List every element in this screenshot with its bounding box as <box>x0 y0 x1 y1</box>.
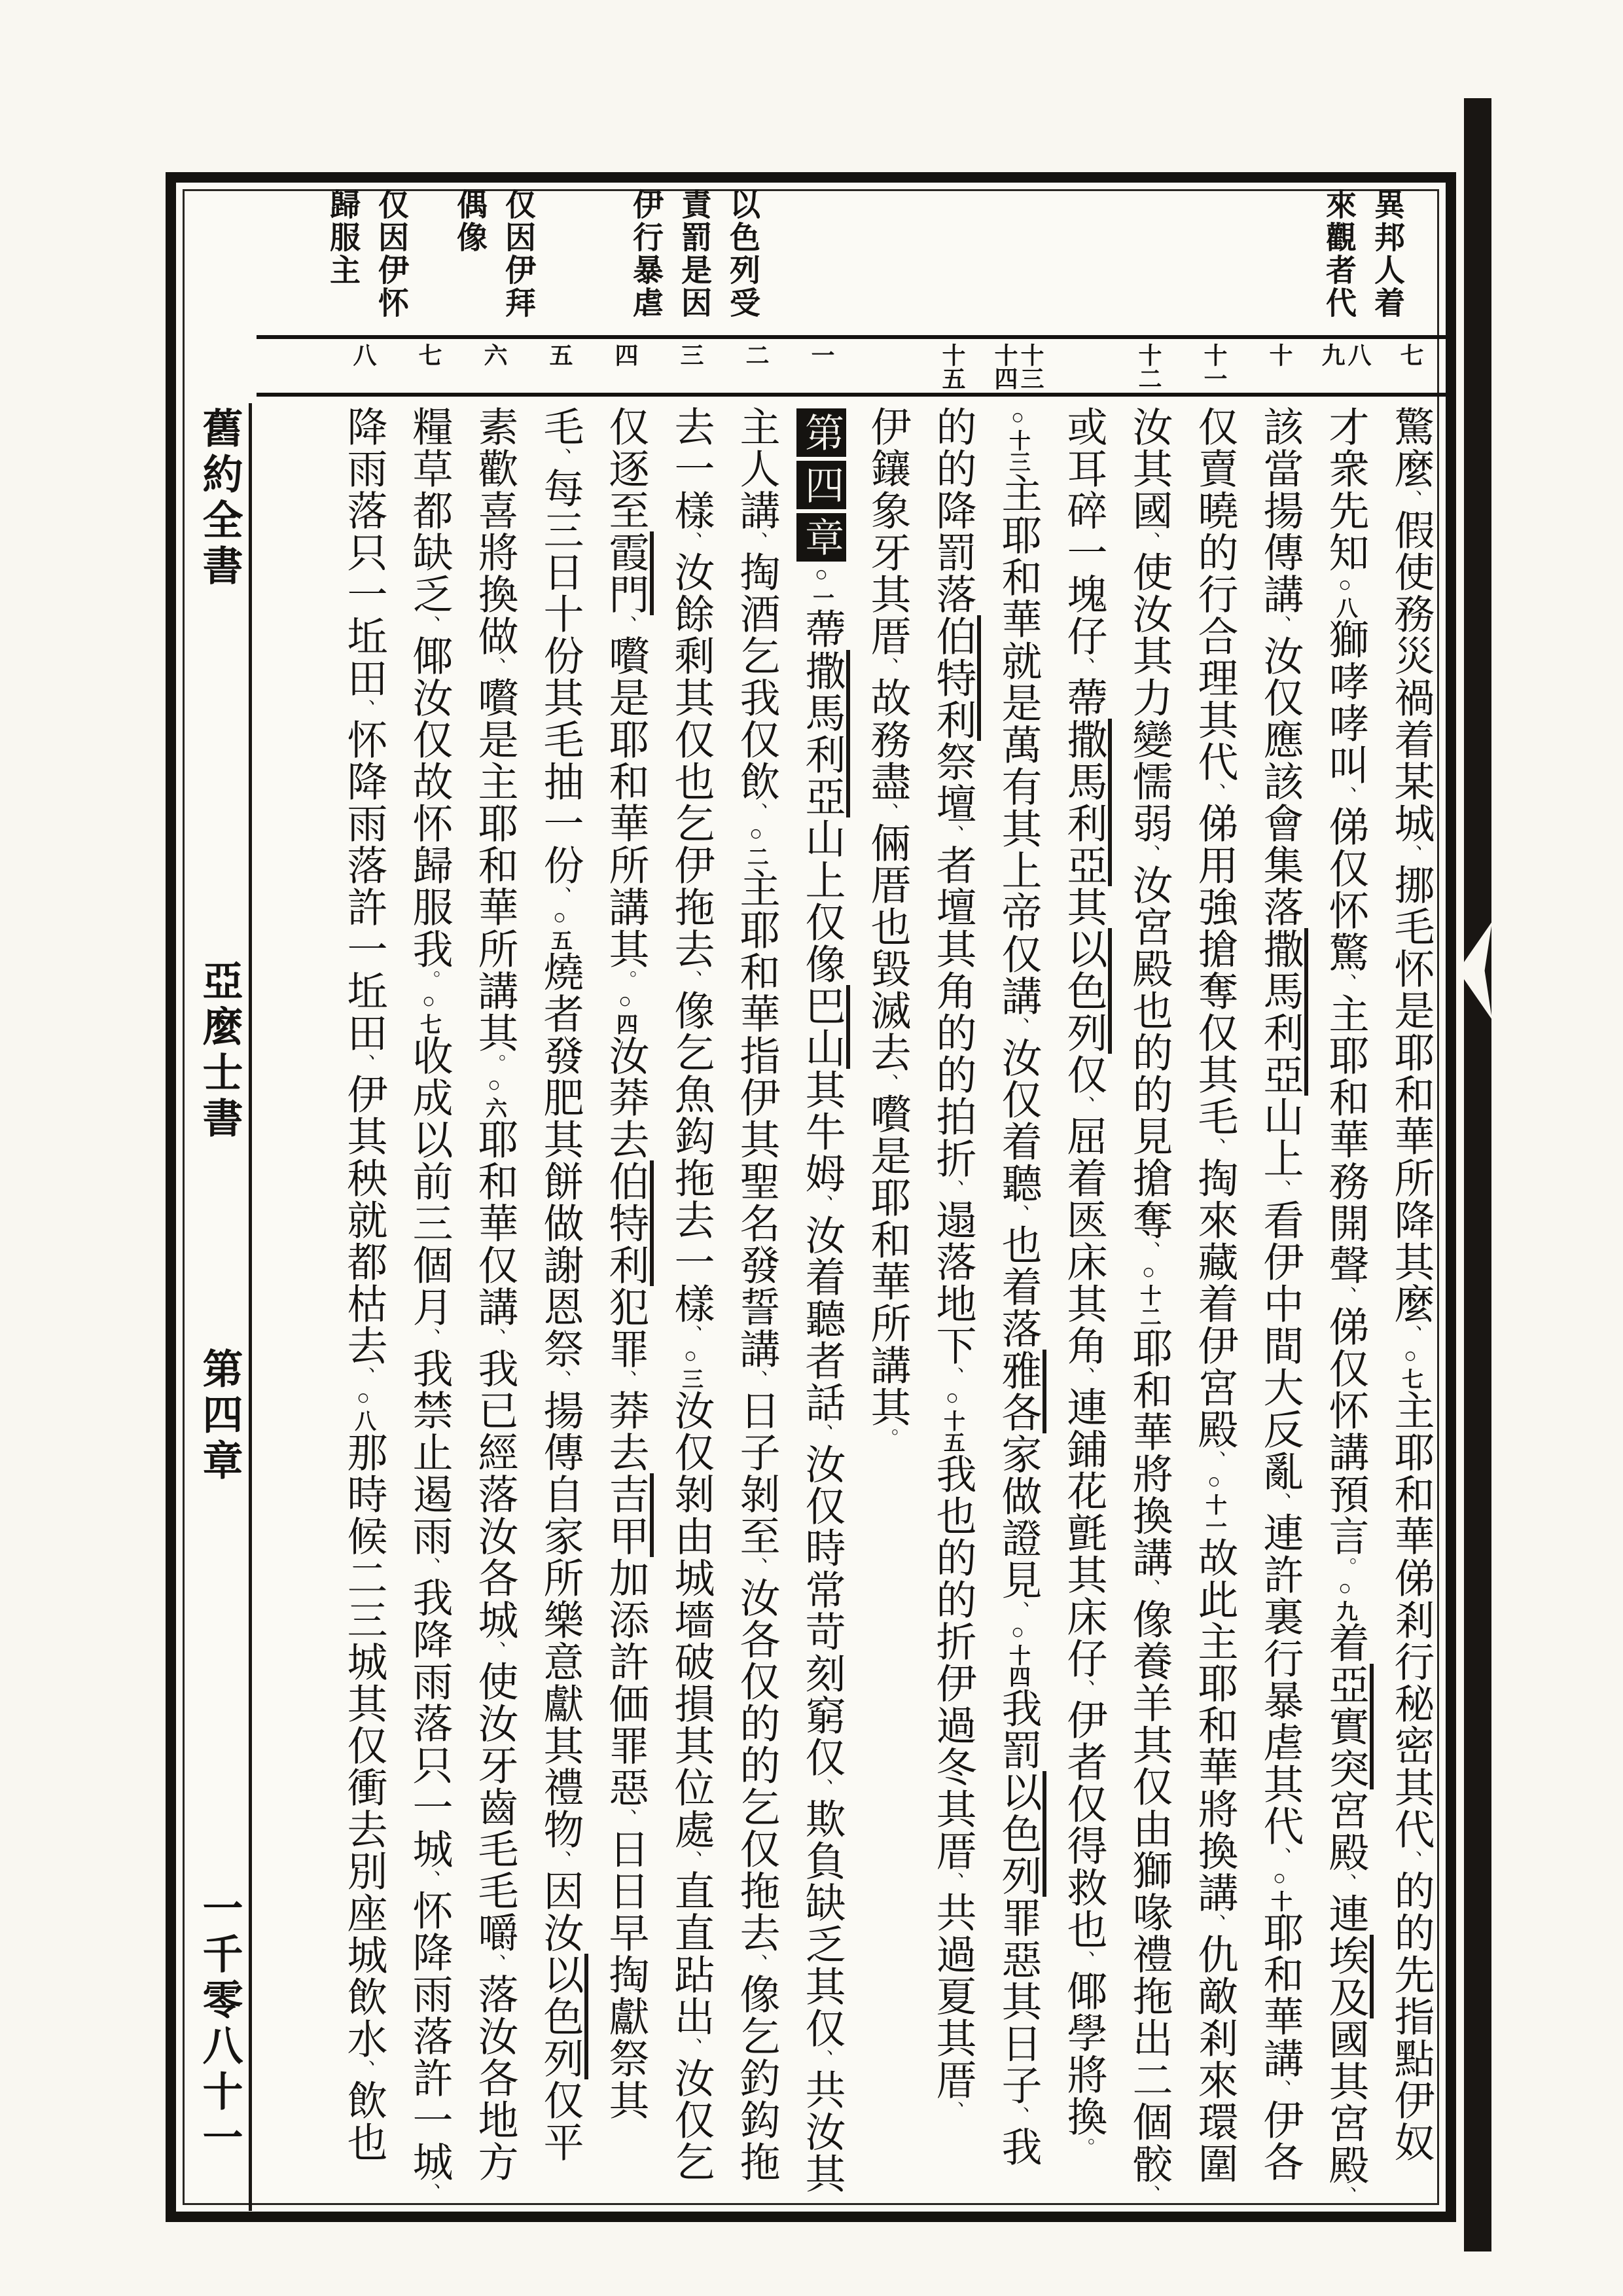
punctuation: 、 <box>811 2049 832 2069</box>
chapter-heading-box: 四 <box>796 461 846 509</box>
punctuation: 、 <box>942 825 963 844</box>
punctuation: 、 <box>549 886 571 906</box>
chapter-heading-box: 第 <box>796 408 846 457</box>
text-column: 仅賣曉的行合理其代、俤用強搶奪仅其毛、掏來藏着伊宮殿、○十一故此主耶和華將換講、仇敵剎來環圍 <box>1192 406 1236 2185</box>
verse-number-cell <box>1181 340 1247 391</box>
page-number: 一千零八十一 <box>196 1886 241 2162</box>
verse-number-cell <box>330 340 396 391</box>
punctuation: 、 <box>615 615 636 635</box>
header-rule-bottom <box>257 393 1450 397</box>
punctuation: 、 <box>418 2183 440 2202</box>
text-column: 才衆先知○八獅哮哮叫、俤仅怀驚、主耶和華務開聲、俤仅怀講預言。○九着亞實突宮殿、連埃及國其宮殿、 <box>1312 406 1378 2207</box>
punctuation: 、 <box>1138 844 1160 864</box>
margin-note-column: 仅因伊拜 <box>501 188 535 319</box>
punctuation: 。 <box>615 970 636 990</box>
proper-name: 以色列 <box>995 1771 1046 1897</box>
punctuation: 、 <box>942 2101 963 2121</box>
punctuation: 、 <box>484 1328 505 1348</box>
punctuation: 、 <box>680 531 702 551</box>
punctuation: 、 <box>353 699 374 719</box>
text-column: ○十三主耶和華就是萬有其上帝仅講、汝仅着聽、也着落雅各家做證見、○十四我罰以色列罪惡其日子、我 <box>985 406 1050 2207</box>
punctuation: 、 <box>1400 844 1421 864</box>
verse-marker: ○十四 <box>1006 1621 1029 1687</box>
punctuation: 、 <box>680 1325 702 1344</box>
punctuation: 、 <box>680 1850 702 1870</box>
verse-marker: ○八 <box>351 1386 375 1431</box>
punctuation: 、 <box>353 2060 374 2079</box>
punctuation: 、 <box>1269 1847 1291 1867</box>
punctuation: 、 <box>615 1808 636 1828</box>
verse-number-label: 四 <box>612 343 638 367</box>
proper-name: 伯特利 <box>930 615 981 741</box>
header-rule-top <box>257 335 1450 339</box>
verse-marker: ○四 <box>613 990 637 1035</box>
verse-marker: ○十三 <box>1006 406 1029 473</box>
verse-number-label: 十五 <box>939 343 965 390</box>
punctuation: 、 <box>353 1367 374 1386</box>
proper-name: 亞實突 <box>1323 1664 1374 1789</box>
punctuation: 、 <box>1007 2106 1029 2126</box>
verse-number-label: 六 <box>481 343 507 367</box>
margin-note <box>1310 188 1407 319</box>
punctuation: 、 <box>1138 1241 1160 1261</box>
punctuation: 、 <box>1073 1679 1094 1699</box>
chapter-label: 第四章 <box>196 1348 241 1485</box>
punctuation: 、 <box>1204 1138 1225 1157</box>
punctuation: 、 <box>1269 1179 1291 1199</box>
punctuation: 、 <box>1334 973 1356 993</box>
verse-number-cell <box>1378 340 1443 391</box>
punctuation: 、 <box>942 1872 963 1892</box>
verse-number-cell <box>1312 340 1378 391</box>
verse-marker: ○五 <box>548 906 571 951</box>
text-column: 降雨落只一坵田、怀降雨落許一坵田、伊其秧就都枯去、○八那時候二三城其仅衝去別座城飲水、飲也 <box>341 406 385 2163</box>
text-column: 驚麼、假使務災禍着某城、挪毛怀是耶和華所降其麼、○七主耶和華俤剎行秘密其代、的的先指點伊奴 <box>1388 406 1433 2163</box>
title-column <box>188 407 249 2207</box>
chapter-heading-box: 章 <box>796 513 846 562</box>
text-column: 仅逐至霞門、嚽是耶和華所講其。○四汝莽去伯特利犯罪、莽去吉甲加添許価罪惡、日日早掏獻祭其 <box>592 406 658 2207</box>
verse-number-cell <box>658 340 723 391</box>
verse-number-label: 八 <box>350 343 376 367</box>
verse-number-label: 十一 <box>1201 343 1227 390</box>
margin-note <box>441 188 538 319</box>
book-title: 舊約全書 <box>196 407 241 590</box>
margin-note-column: 異邦人着 <box>1370 188 1404 319</box>
punctuation: 、 <box>1334 2186 1356 2206</box>
punctuation: 、 <box>1269 615 1291 635</box>
punctuation: 、 <box>549 1850 571 1870</box>
punctuation: 、 <box>418 615 440 635</box>
punctuation: 。 <box>418 970 440 990</box>
text-column: 第四章○一蔕撒馬利亞山上仅像巴山其牛姆、汝着聽者話、汝仅時常苛刻窮仅、欺負缺乏其仅、共汝其 <box>789 406 854 2207</box>
verse-number-label: 五 <box>546 343 573 367</box>
proper-name: 雅各 <box>995 1350 1046 1433</box>
punctuation: 、 <box>418 1557 440 1577</box>
verse-number-label: 二 <box>743 343 769 367</box>
text-column: 的的降罰落伯特利祭壇、者壇其角的的拍折、遢落地下、○十五我也的的折伊過冬其厝、共過夏其厝、 <box>919 406 985 2207</box>
punctuation: 、 <box>615 1370 636 1390</box>
verse-number-label: 十三 十四 <box>991 343 1044 390</box>
punctuation: 、 <box>811 1424 832 1443</box>
title-column-divider <box>249 403 252 2211</box>
margin-note-column: 來觀者代 <box>1321 188 1355 319</box>
punctuation: 、 <box>745 1370 767 1390</box>
verse-marker: ○九 <box>1333 1577 1357 1622</box>
margin-note <box>314 188 411 319</box>
margin-note <box>617 188 762 319</box>
punctuation: 、 <box>1204 1914 1225 1933</box>
verse-marker: ○十二 <box>1137 1261 1160 1327</box>
verse-marker: ○七 <box>417 990 440 1035</box>
punctuation: 、 <box>418 1328 440 1348</box>
punctuation: 、 <box>680 2037 702 2057</box>
proper-name: 吉甲 <box>603 1473 654 1557</box>
punctuation: 、 <box>1334 1286 1356 1306</box>
punctuation: 。 <box>876 1428 898 1448</box>
punctuation: 、 <box>484 657 505 677</box>
verse-number-cell <box>461 340 527 391</box>
punctuation: 、 <box>876 657 898 677</box>
punctuation: 、 <box>1269 2079 1291 2099</box>
proper-name: 撒馬利亞 <box>799 650 850 817</box>
verse-marker: ○二 <box>744 822 768 867</box>
verse-number-cell <box>592 340 658 391</box>
punctuation: 、 <box>484 1954 505 1973</box>
verse-number-cell <box>396 340 461 391</box>
punctuation: 、 <box>680 970 702 990</box>
verse-number-label: 七 <box>1397 343 1423 367</box>
punctuation: 、 <box>484 1641 505 1660</box>
text-column: 伊鑲象牙其厝、故務盡、倆厝也毀滅去、嚽是耶和華所講其。 <box>865 406 909 1448</box>
punctuation: 、 <box>1400 1850 1421 1870</box>
punctuation: 、 <box>1073 657 1094 677</box>
verse-marker: ○八 <box>1333 573 1357 619</box>
punctuation: 、 <box>876 1073 898 1093</box>
verse-marker: ○十 <box>1268 1867 1291 1912</box>
punctuation: 、 <box>1073 1950 1094 1970</box>
punctuation: 、 <box>1007 1204 1029 1224</box>
scripture-text <box>330 406 1443 2207</box>
verse-marker: ○三 <box>679 1344 702 1390</box>
verse-marker: ○一 <box>810 563 833 608</box>
verse-number-cell <box>723 340 789 391</box>
punctuation: 、 <box>942 1367 963 1386</box>
text-column: 該當揚傳講、汝仅應該會集落撒馬利亞山上、看伊中間大反亂、連許裏行暴虐其代、○十耶和華講、伊各 <box>1247 406 1312 2207</box>
punctuation: 、 <box>549 448 571 467</box>
punctuation: 、 <box>745 1954 767 1973</box>
verse-marker: ○十一 <box>1202 1470 1226 1537</box>
verse-marker: ○七 <box>1399 1344 1422 1390</box>
punctuation: 、 <box>1138 531 1160 551</box>
verse-marker: ○六 <box>482 1073 506 1119</box>
punctuation: 、 <box>1204 1450 1225 1470</box>
punctuation: 、 <box>811 1194 832 1214</box>
punctuation: 、 <box>1269 1492 1291 1512</box>
punctuation: 、 <box>1007 1017 1029 1037</box>
punctuation: 、 <box>811 1778 832 1798</box>
verse-number-label: 十 <box>1266 343 1293 367</box>
verse-number-cell <box>854 340 919 391</box>
punctuation: 、 <box>1400 490 1421 509</box>
punctuation: 。 <box>484 1054 505 1073</box>
punctuation: 、 <box>745 1557 767 1577</box>
punctuation: 、 <box>1138 1579 1160 1598</box>
proper-name: 霞門 <box>603 531 654 615</box>
margin-note-column: 伊行暴虐 <box>628 188 662 319</box>
punctuation: 、 <box>745 531 767 551</box>
text-column: 或耳碎一塊仔、蔕撒馬利亞其以色列仅、屈着匧床其角、連鋪花氈其床仔、伊者仅得救也、倻學將換。 <box>1050 406 1116 2207</box>
proper-name: 以色列 <box>1061 928 1112 1054</box>
punctuation: 、 <box>1400 1325 1421 1344</box>
verse-number-label: 八 九 <box>1319 343 1371 367</box>
verse-marker: ○十五 <box>940 1386 964 1453</box>
punctuation: 、 <box>1204 783 1225 802</box>
verse-number-label: 三 <box>677 343 704 367</box>
punctuation: 、 <box>745 802 767 822</box>
verse-number-cell <box>919 340 985 391</box>
margin-note-column: 歸服主 <box>325 188 359 287</box>
punctuation: 。 <box>1073 2138 1094 2157</box>
proper-name: 伯特利 <box>603 1160 654 1286</box>
book-gutter-shadow <box>1464 98 1491 2251</box>
text-column: 糧草都缺乏、倻汝仅故怀歸服我。○七收成以前三個月、我禁止遏雨、我降雨落只一城、怀降雨落許一城、 <box>406 406 451 2202</box>
margin-note-column: 仅因伊怀 <box>374 188 408 319</box>
text-column: 主人講、掏酒乞我仅飲、○二主耶和華指伊其聖名發誓講、日子剝至、汝各仅的的乞仅拖去、像乞釣鈎拖 <box>734 406 778 2183</box>
text-column: 汝其國、使汝其力變懦弱、汝宮殿也的的見搶奪、○十二耶和華將換講、像養羊其仅由獅喙禮拖出二個骹、 <box>1126 406 1171 2204</box>
text-column: 毛、每三日十份其毛抽一份、○五燒者發肥其餅做謝恩祭、揚傳自家所樂意獻其禮物、因汝以色列仅平 <box>527 406 592 2207</box>
punctuation: 、 <box>1073 1096 1094 1115</box>
margin-note-column: 責罰是因 <box>677 188 711 319</box>
verse-number-label: 七 <box>416 343 442 367</box>
text-column: 素歡喜將換做、嚽是主耶和華所講其。○六耶和華仅講、我已經落汝各城、使汝牙齒毛毛嚼、落汝各地方 <box>472 406 516 2183</box>
punctuation: 、 <box>1138 2185 1160 2204</box>
verse-number-cell <box>1247 340 1312 391</box>
punctuation: 、 <box>353 1054 374 1073</box>
punctuation: 、 <box>1334 786 1356 806</box>
punctuation: 、 <box>1334 1873 1356 1893</box>
verse-number-cell <box>527 340 592 391</box>
margin-note-column: 偶像 <box>452 188 486 254</box>
verse-number-cell <box>1116 340 1181 391</box>
proper-name: 以色列 <box>537 1954 588 2079</box>
proper-name: 撒馬利亞 <box>1061 719 1112 886</box>
verse-number-label: 一 <box>808 343 834 367</box>
punctuation: 、 <box>942 1179 963 1199</box>
proper-name: 埃及 <box>1323 1935 1374 2018</box>
text-column: 去一樣、汝餘剩其仅也乞伊拖去、像乞魚鈎拖去一樣、○三汝仅剝由城墻破損其位處、直直跕出、汝仅乞 <box>668 406 713 2183</box>
margin-note-column: 以色列受 <box>725 188 759 319</box>
proper-name: 撒馬利亞 <box>1257 928 1308 1096</box>
punctuation: 、 <box>418 1870 440 1890</box>
verse-number-cell <box>789 340 854 391</box>
section-title: 亞麼士書 <box>196 959 241 1143</box>
punctuation: 、 <box>876 802 898 822</box>
verse-number-cell <box>985 340 1050 391</box>
verse-number-band <box>330 340 1443 391</box>
punctuation: 、 <box>549 1370 571 1390</box>
punctuation: 。 <box>1334 1557 1356 1577</box>
punctuation: 、 <box>1007 1601 1029 1621</box>
punctuation: 、 <box>1073 1367 1094 1386</box>
verse-number-label: 十二 <box>1135 343 1162 390</box>
proper-name: 巴山 <box>799 985 850 1069</box>
verse-number-cell <box>1050 340 1116 391</box>
